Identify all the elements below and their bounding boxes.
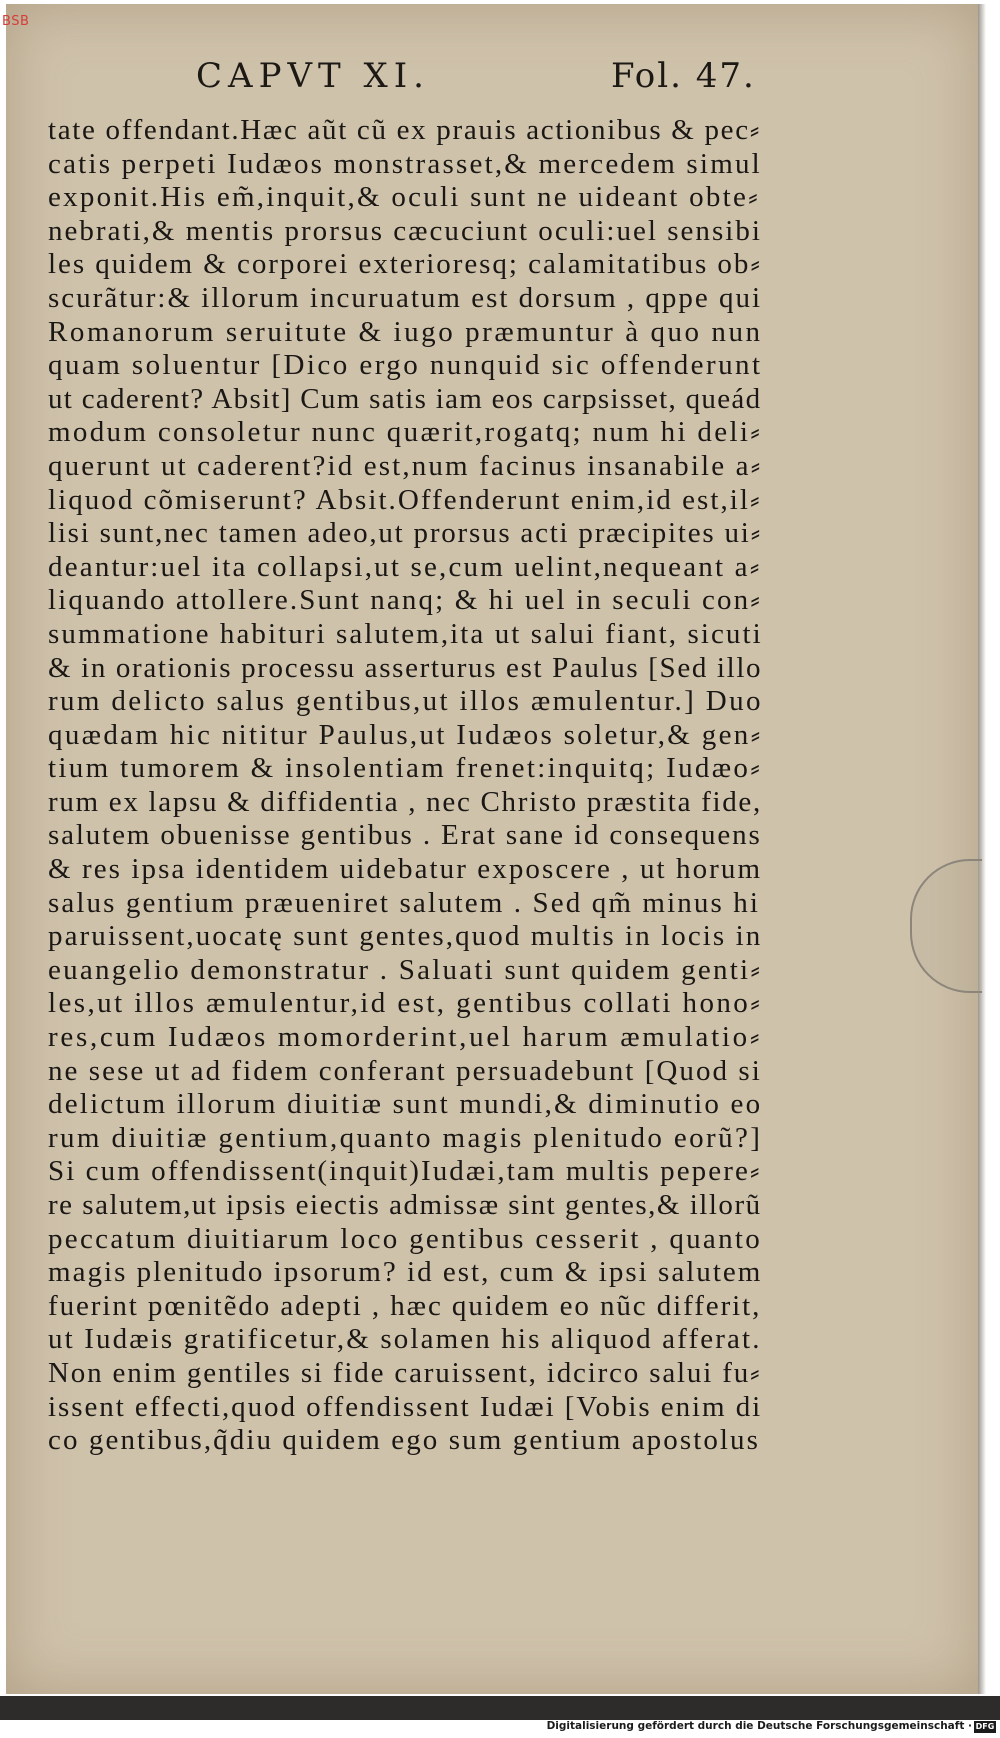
text-line: exponit.His em̃,inquit,& oculi sunt ne uideant obte⸗ [48,181,760,214]
text-line: delictum illorum diuitiæ sunt mundi,& diminutio eo [48,1088,763,1121]
text-line: liquando attollere.Sunt nanq; & hi uel in seculi con⸗ [48,584,762,617]
text-line: Non enim gentiles si fide caruissent, idcirco salui fu⸗ [48,1356,762,1389]
text-line: scurãtur:& illorum incuruatum est dorsum , qppe qui [48,281,763,314]
text-line: salutem obuenisse gentibus . Erat sane id consequens [48,819,762,852]
chapter-heading: CAPVT XI. [196,56,430,96]
text-line: rum ex lapsu & diffidentia , nec Christo præstita fide, [48,785,762,818]
scan-bottom-band [0,1696,1000,1720]
page-edge [978,4,986,1694]
text-line: ut Iudæis gratificetur,& solamen his aliquod afferat. [48,1323,762,1356]
text-line: rum delicto salus gentibus,ut illos æmulentur.] Duo [48,685,763,718]
text-line: re salutem,ut ipsis eiectis admissæ sint gentes,& illorũ [48,1189,762,1221]
text-line: co gentibus,q̃diu quidem ego sum gentium apostolus [48,1424,760,1457]
text-line: quam soluentur [Dico ergo nunquid sic offenderunt [48,349,763,382]
text-line: paruissent,uocatę sunt gentes,quod multis in locis in [48,920,763,953]
text-line: liquod cõmiserunt? Absit.Offenderunt enim,id est,il⸗ [48,483,762,516]
text-line: tium tumorem & insolentiam frenet:inquitq; Iudæo⸗ [48,752,763,785]
text-line: magis plenitudo ipsorum? id est, cum & ipsi salutem [48,1256,763,1289]
text-line: rum diuitiæ gentium,quanto magis plenitudo eorũ?] [48,1121,763,1154]
text-line: querunt ut caderent?id est,num facinus insanabile a⸗ [48,449,763,482]
funding-credit: Digitalisierung gefördert durch die Deutsche Forschungsgemeinschaft · [546,1720,972,1732]
text-line: les quidem & corporei exterioresq; calamitatibus ob⸗ [48,248,762,281]
text-line: & in orationis processu asserturus est Paulus [Sed illo [48,651,763,684]
text-line: fuerint pœnitẽdo adepti , hæc quidem eo nũc differit, [48,1289,762,1322]
text-line: peccatum diuitiarum loco gentibus cesserit , quanto [48,1222,763,1255]
text-line: lisi sunt,nec tamen adeo,ut prorsus acti præcipites ui⸗ [48,517,763,550]
text-line: Si cum offendissent(inquit)Iudæi,tam multis pepere⸗ [48,1155,762,1188]
bookmark-shadow [910,859,982,993]
book-page [6,4,982,1694]
text-line: nebrati,& mentis prorsus cæcuciunt oculi:uel sensibi [48,214,762,247]
text-line: ne sese ut ad fidem conferant persuadebunt [Quod si [48,1054,762,1087]
text-line: salus gentium præueniret salutem . Sed qm̃ minus hi [48,886,760,919]
text-line: & res ipsa identidem uidebatur exposcere , ut horum [48,853,763,886]
text-line: euangelio demonstratur . Saluati sunt quidem genti⸗ [48,953,763,986]
text-line: catis perpeti Iudæos monstrasset,& mercedem simul [48,147,762,180]
folio-number: Fol. 47. [611,56,756,96]
text-line: issent effecti,quod offendissent Iudæi [Vobis enim di [48,1390,763,1423]
text-line: summatione habituri salutem,ita ut salui fiant, sicuti [48,617,763,650]
dfg-logo: DFG [975,1722,995,1731]
text-line: res,cum Iudæos momorderint,uel harum æmulatio⸗ [48,1021,763,1054]
text-line: les,ut illos æmulentur,id est, gentibus collati hono⸗ [48,987,763,1020]
text-line: tate offendant.Hæc aũt cũ ex prauis actionibus & pec⸗ [48,114,762,146]
text-line: ut caderent? Absit] Cum satis iam eos carpsisset, queád [48,382,762,415]
library-watermark: BSB [2,14,30,29]
running-header [6,56,980,106]
main-text [48,114,763,1458]
text-line: Romanorum seruitute & iugo præmuntur à quo nun [48,315,763,348]
text-line: modum consoletur nunc quærit,rogatq; num hi deli⸗ [48,416,763,449]
text-line: deantur:uel ita collapsi,ut se,cum uelint,nequeant a⸗ [48,550,762,583]
text-line: quædam hic nititur Paulus,ut Iudæos soletur,& gen⸗ [48,718,763,751]
